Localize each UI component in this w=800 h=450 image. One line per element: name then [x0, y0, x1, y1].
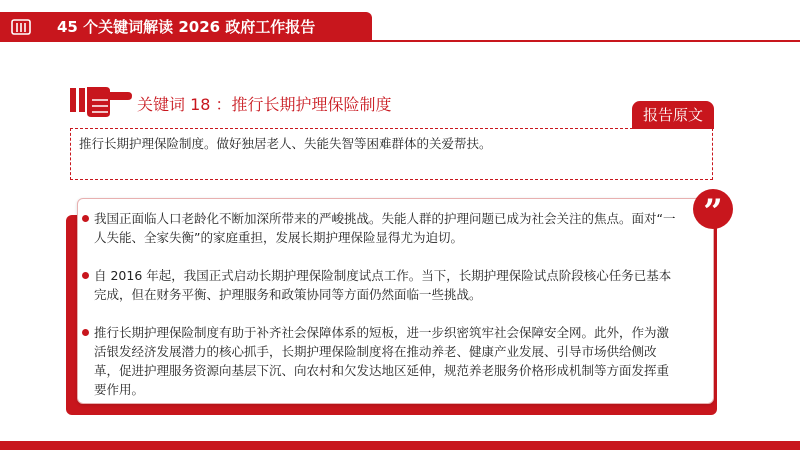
report-original-tag: 报告原文 [632, 101, 714, 129]
report-original-text: 推行长期护理保险制度。做好独居老人、失能失智等困难群体的关爱帮扶。 [79, 136, 492, 151]
report-original-box [70, 128, 713, 180]
header-title: 45 个关键词解读 2026 政府工作报告 [57, 18, 316, 36]
bullet-dot-icon [82, 215, 89, 222]
header-bar [0, 12, 372, 42]
list-item-text: 我国正面临人口老龄化不断加深所带来的严峻挑战。失能人群的护理问题已成为社会关注的焦点。面对“一人失能、全家失衡”的家庭重担，发展长期护理保险显得尤为迫切。 [94, 211, 676, 245]
keyword-title: 关键词 18 ：推行长期护理保险制度 [137, 95, 392, 114]
footer-bar [0, 441, 800, 450]
bullet-dot-icon [82, 329, 89, 336]
bullet-dot-icon [82, 272, 89, 279]
list-item [94, 266, 676, 304]
list-item [94, 209, 676, 247]
list-item [94, 323, 676, 399]
book-icon [11, 17, 31, 37]
pointing-hand-icon [70, 83, 132, 117]
list-item-text: 推行长期护理保险制度有助于补齐社会保障体系的短板，进一步织密筑牢社会保障安全网。此外，作为激活银发经济发展潜力的核心抓手，长期护理保险制度将在推动养老、健康产业发展、引导市场供给侧改革，促进护理服务资源向基层下沉、向农村和欠发达地区延伸，规范养老服务价格形成机制等方面发挥重要作用。 [94, 325, 670, 397]
list-item-text: 自 2016 年起，我国正式启动长期护理保险制度试点工作。当下，长期护理保险试点阶段核心任务已基本完成，但在财务平衡、护理服务和政策协同等方面仍然面临一些挑战。 [94, 268, 672, 302]
analysis-card [77, 198, 714, 404]
quote-icon: ” [693, 189, 733, 229]
